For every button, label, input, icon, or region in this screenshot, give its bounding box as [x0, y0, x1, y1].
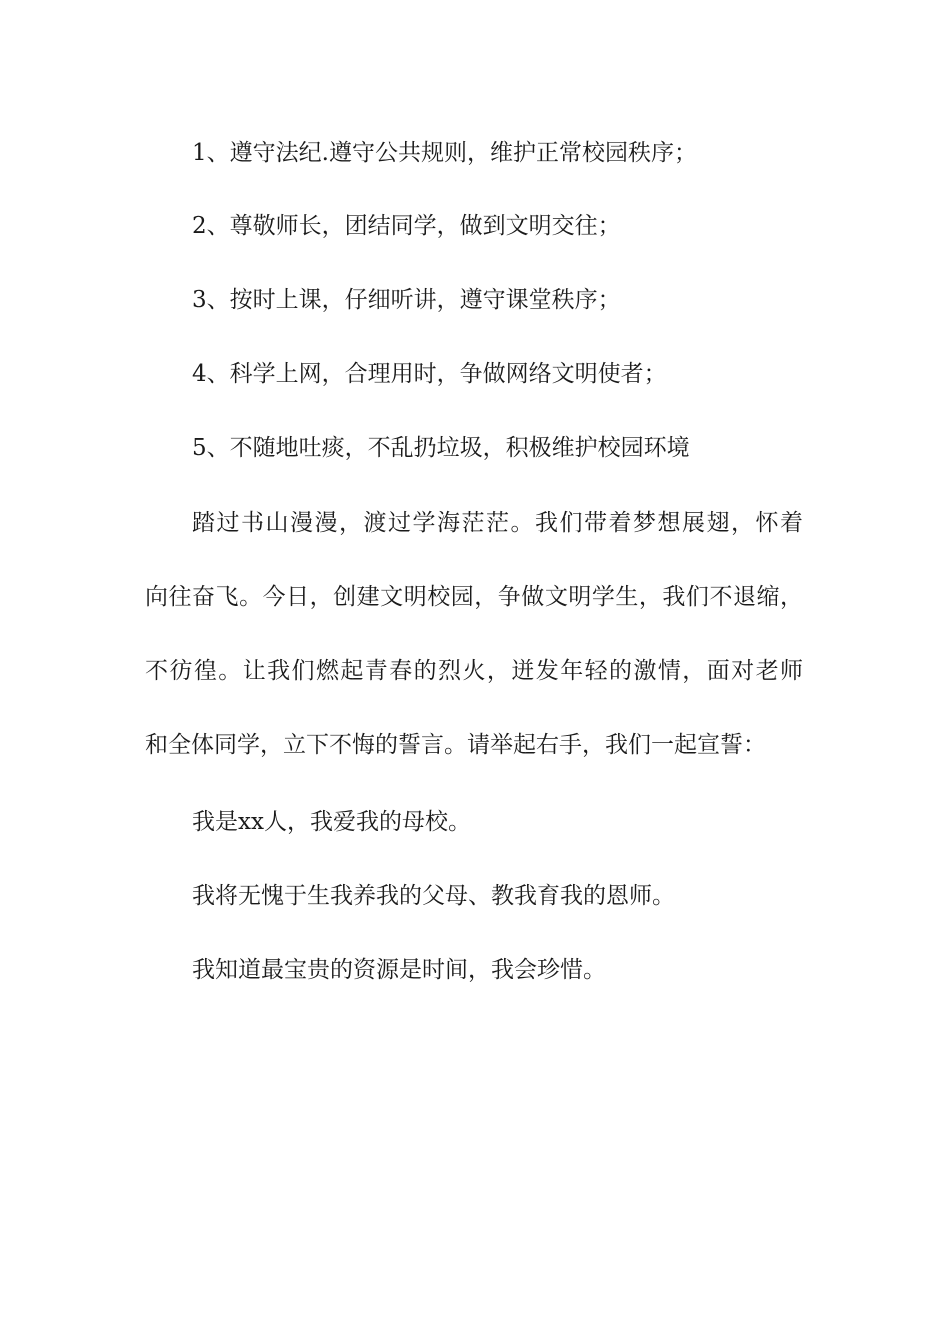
list-item-1: 1、遵守法纪.遵守公共规则，维护正常校园秩序； [192, 140, 697, 166]
list-item-3: 3、按时上课，仔细听讲，遵守课堂秩序； [192, 287, 621, 313]
oath-line-2: 我将无愧于生我养我的父母、教我育我的恩师。 [192, 883, 675, 909]
list-item-2: 2、尊敬师长，团结同学，做到文明交往； [192, 213, 621, 239]
oath-line-1: 我是xx人，我爱我的母校。 [192, 809, 471, 835]
oath-line-3: 我知道最宝贵的资源是时间，我会珍惜。 [192, 957, 606, 983]
paragraph-line-1: 踏过书山漫漫，渡过学海茫茫。我们带着梦想展翅，怀着 [192, 510, 803, 536]
paragraph-line-4: 和全体同学，立下不悔的誓言。请举起右手，我们一起宣誓： [145, 732, 766, 758]
paragraph-line-2: 向往奋飞。今日，创建文明校园，争做文明学生，我们不退缩， [145, 584, 803, 610]
list-item-4: 4、科学上网，合理用时，争做网络文明使者； [192, 361, 667, 387]
paragraph-line-3: 不彷徨。让我们燃起青春的烈火，迸发年轻的激情，面对老师 [145, 658, 803, 684]
list-item-5: 5、不随地吐痰，不乱扔垃圾，积极维护校园环境 [192, 435, 690, 461]
